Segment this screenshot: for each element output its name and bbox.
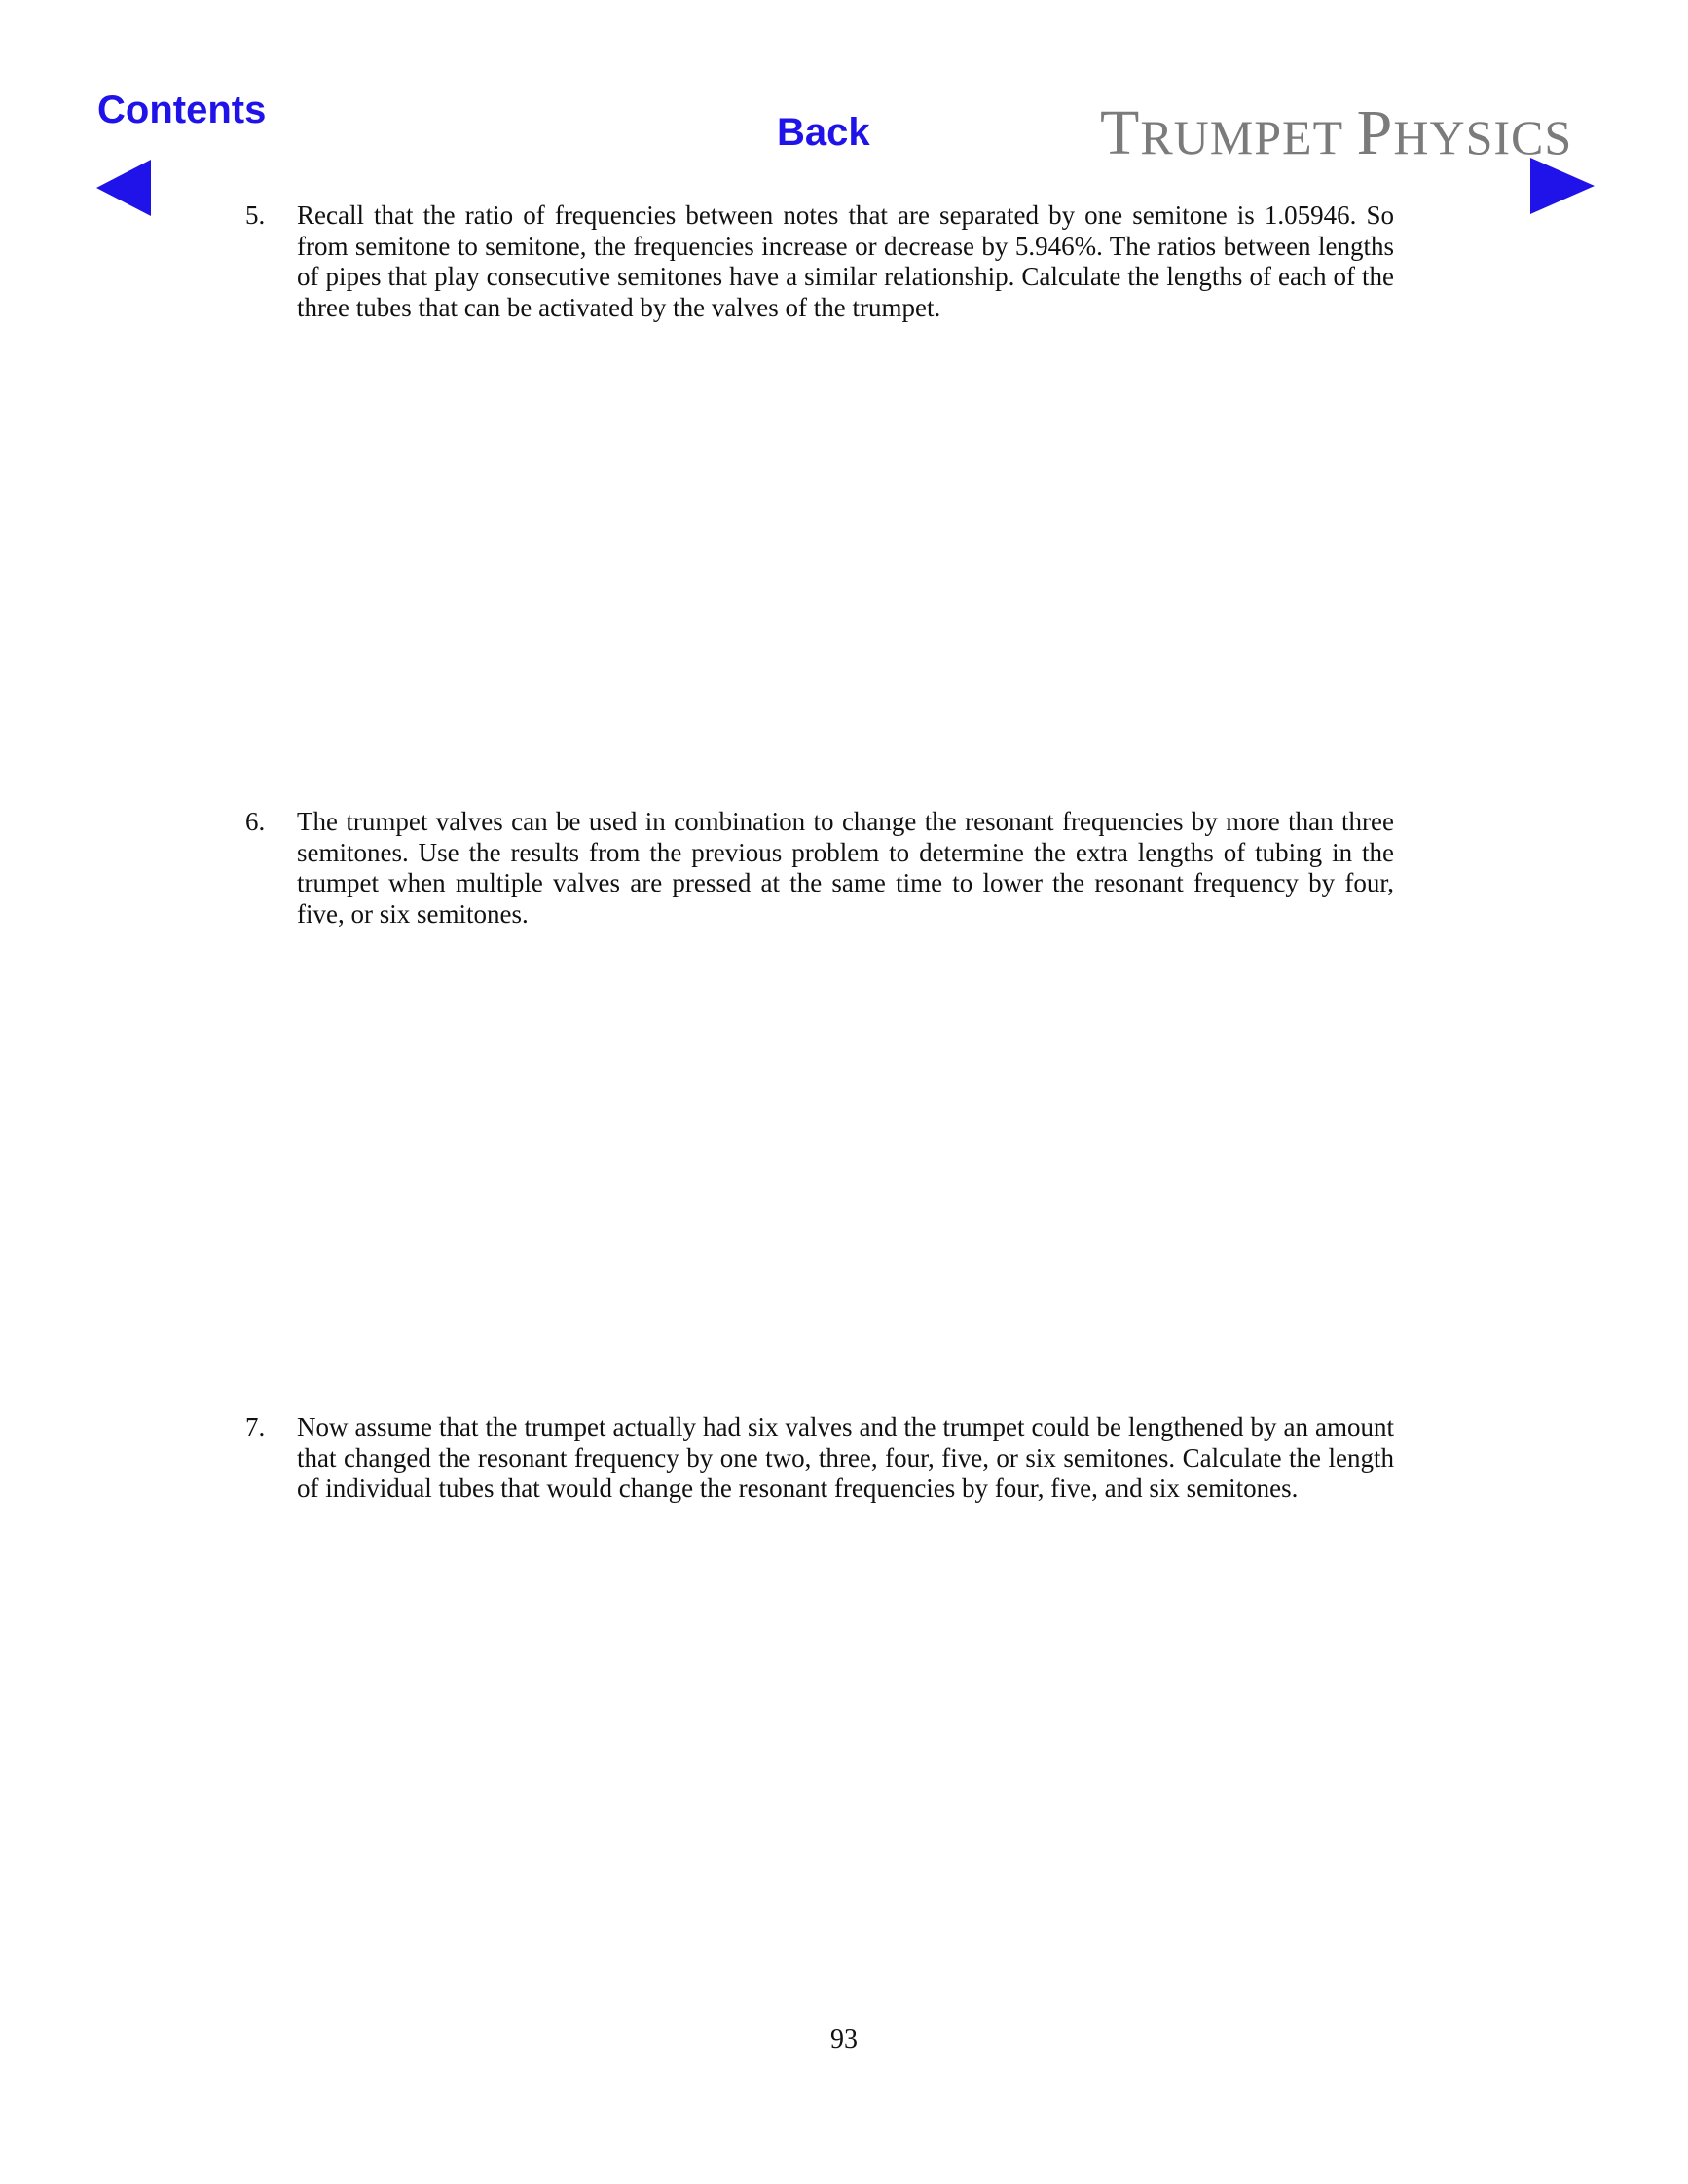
question-7 [245,1412,1394,1505]
running-title-hysics: HYSICS [1393,110,1573,164]
page-number: 93 [830,2024,858,2055]
left-triangle-icon[interactable] [94,158,153,218]
question-text: The trumpet valves can be used in combination to change the resonant frequencies by more than three semitones. Use the results from the previous problem to determine the extra lengths of tubing in the trumpet when multiple valves are pressed at the same time to lower the resonant frequency by four, five, or six semitones. [297,807,1394,928]
running-title-rumpet: RUMPET [1140,110,1344,164]
question-number: 6. [245,807,266,836]
question-6 [245,807,1394,929]
contents-link[interactable]: Contents [97,89,267,131]
question-text: Recall that the ratio of frequencies between notes that are separated by one semitone is 1.05946. So from semitone to semitone, the frequencies increase or decrease by 5.946%. The ratios between lengths of pipes that play consecutive semitones have a similar relationship. Calculate the lengths of each of the three tubes that can be activated by the valves of the trumpet. [297,200,1394,322]
question-number: 7. [245,1412,266,1441]
running-title-initial-t: T [1100,97,1141,168]
back-link[interactable]: Back [777,111,870,154]
question-number: 5. [245,200,266,230]
running-title-initial-p: P [1356,97,1394,168]
right-triangle-icon[interactable] [1528,156,1596,216]
running-title [1100,97,1573,168]
question-5 [245,200,1394,323]
question-text: Now assume that the trumpet actually had six valves and the trumpet could be lengthened by an amount that changed the resonant frequency by one two, three, four, five, or six semitones. Calculate the length of individual tubes that would change the resonant frequencies by four, five, and six semitones. [297,1412,1394,1503]
